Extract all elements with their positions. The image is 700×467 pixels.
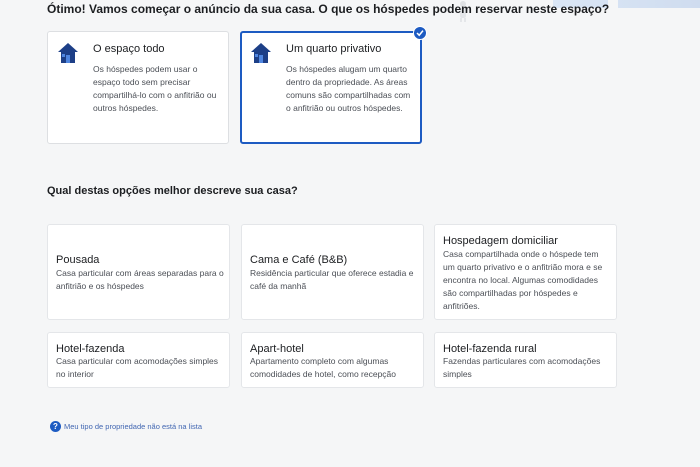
question-mark-icon: ? <box>50 421 61 432</box>
space-option-private-room[interactable] <box>240 31 422 144</box>
property-type-title: Cama e Café (B&B) <box>250 254 348 266</box>
property-type-title: Hospedagem domiciliar <box>443 235 558 247</box>
property-type-not-listed-link[interactable]: Meu tipo de propriedade não está na lista <box>64 422 203 431</box>
space-option-entire-place[interactable] <box>47 31 229 144</box>
property-type-card[interactable] <box>241 332 424 388</box>
property-type-card[interactable] <box>434 332 617 388</box>
property-type-description: Casa compartilhada onde o hóspede tem um quarto privativo e o anfitrião mora e se encontra no local. Algumas comodidades são compartilhadas por hóspedes e anfitriões. <box>443 249 603 311</box>
space-option-description: Os hóspedes alugam um quarto dentro da propriedade. As áreas comuns são compartilhadas com o anfitrião ou outros hóspedes. <box>286 64 411 113</box>
house-icon <box>57 42 79 64</box>
property-type-description: Casa particular com acomodações simples no interior <box>56 356 219 379</box>
property-type-title: Pousada <box>56 254 100 266</box>
property-type-description: Apartamento completo com algumas comodidades de hotel, como recepção <box>250 356 397 379</box>
space-option-description: Os hóspedes podem usar o espaço todo sem precisar compartilhá-lo com o anfitrião ou outros hóspedes. <box>93 64 217 113</box>
selected-check-icon <box>413 26 427 40</box>
space-question-heading: Ótimo! Vamos começar o anúncio da sua casa. O que os hóspedes podem reservar neste espaço? <box>47 2 610 16</box>
property-type-description: Residência particular que oferece estadia e café da manhã <box>250 268 414 291</box>
property-type-card[interactable] <box>47 224 230 320</box>
property-type-help[interactable] <box>50 421 202 432</box>
property-type-title: Apart-hotel <box>250 343 304 355</box>
property-type-title: Hotel-fazenda <box>56 343 125 355</box>
property-type-description: Casa particular com áreas separadas para o anfitrião e os hóspedes <box>56 268 224 291</box>
property-type-card[interactable] <box>47 332 230 388</box>
property-type-card[interactable] <box>241 224 424 320</box>
space-option-title: O espaço todo <box>93 43 165 55</box>
property-type-card[interactable] <box>434 224 617 320</box>
house-icon <box>250 42 272 64</box>
property-type-question-heading: Qual destas opções melhor descreve sua casa? <box>47 185 298 197</box>
space-option-title: Um quarto privativo <box>286 43 382 55</box>
property-type-title: Hotel-fazenda rural <box>443 343 537 355</box>
property-type-description: Fazendas particulares com acomodações simples <box>443 356 601 379</box>
